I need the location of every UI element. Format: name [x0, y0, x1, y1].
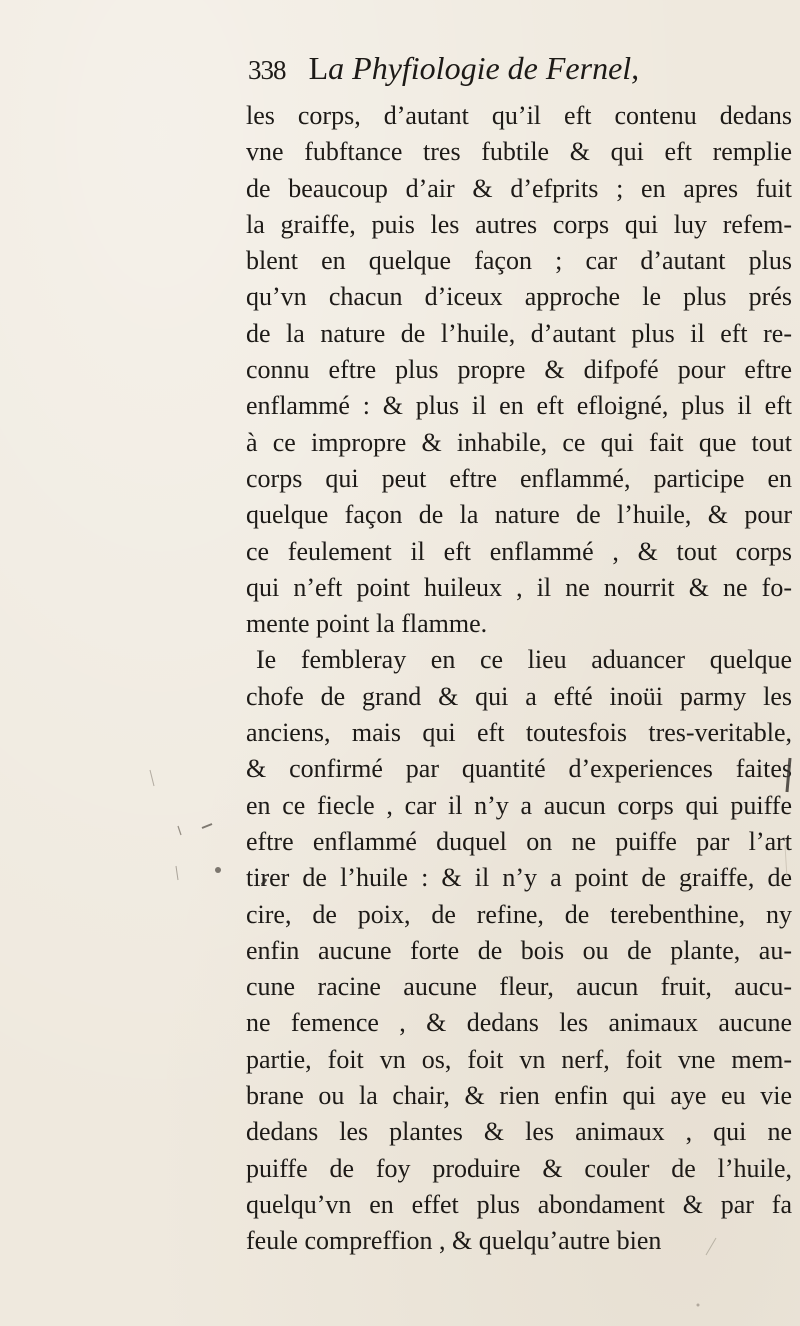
running-title — [309, 50, 640, 86]
text-line: anciens, mais qui eft toutesfois tres-veritable, — [246, 718, 792, 748]
text-line: brane ou la chair, & rien enfin qui aye eu vie — [246, 1081, 792, 1111]
text-line: dedans les plantes & les animaux , qui ne — [246, 1117, 792, 1147]
text-line: tirer de l’huile : & il n’y a point de graiffe, de — [246, 863, 792, 893]
text-line: mente point la flamme. — [246, 609, 488, 639]
text-line: ce feulement il eft enflammé , & tout corps — [246, 536, 792, 566]
text-line: cire, de poix, de refine, de terebenthine, ny — [246, 899, 792, 929]
text-line: ne femence , & dedans les animaux aucune — [246, 1008, 792, 1038]
body-text — [246, 98, 792, 1260]
text-line: enflammé : & plus il en eft efloigné, plus il eft — [246, 391, 792, 421]
text-line: cune racine aucune fleur, aucun fruit, aucu- — [246, 972, 792, 1002]
text-line: la graiffe, puis les autres corps qui luy refem- — [246, 209, 792, 239]
text-line: puiffe de foy produire & couler de l’huile, — [246, 1153, 792, 1183]
text-line: à ce impropre & inhabile, ce qui fait que tout — [246, 427, 792, 457]
text-line: les corps, d’autant qu’il eft contenu dedans — [246, 101, 792, 130]
text-line: quelqu’vn en effet plus abondament & par fa — [246, 1189, 792, 1219]
text-line: chofe de grand & qui a efté inoüi parmy les — [246, 681, 792, 711]
running-title-capital: L — [308, 50, 329, 86]
text-line: enfin aucune forte de bois ou de plante, au- — [246, 935, 792, 965]
text-line: corps qui peut eftre enflammé, participe en — [246, 463, 792, 493]
text-line: & confirmé par quantité d’experiences faites — [246, 754, 792, 784]
text-line: partie, foit vn os, foit vn nerf, foit vne mem- — [246, 1044, 792, 1074]
text-line: qui n’eft point huileux , il ne nourrit & ne fo- — [246, 572, 792, 602]
text-line: eftre enflammé duquel on ne puiffe par l’art — [246, 826, 792, 856]
text-line: quelque façon de la nature de l’huile, & pour — [246, 500, 792, 530]
page-header — [248, 50, 768, 96]
running-title-text: a Phyfiologie de Fernel, — [328, 50, 640, 86]
text-line: de la nature de l’huile, d’autant plus il eft re- — [246, 318, 792, 348]
text-line: vne fubftance tres fubtile & qui eft remplie — [246, 137, 792, 167]
text-line: de beaucoup d’air & d’efprits ; en apres fuit — [246, 173, 792, 203]
text-line: qu’vn chacun d’iceux approche le plus prés — [246, 282, 792, 312]
page-number: 338 — [248, 55, 286, 85]
text-line: blent en quelque façon ; car d’autant plus — [246, 246, 792, 276]
text-line: en ce fiecle , car il n’y a aucun corps qui puiffe — [246, 790, 792, 820]
text-line: connu eftre plus propre & difpofé pour eftre — [246, 355, 792, 385]
text-line: feule compreffion , & quelqu’autre bien — [246, 1226, 662, 1256]
text-line: Ie fembleray en ce lieu aduancer quelque — [256, 645, 792, 675]
